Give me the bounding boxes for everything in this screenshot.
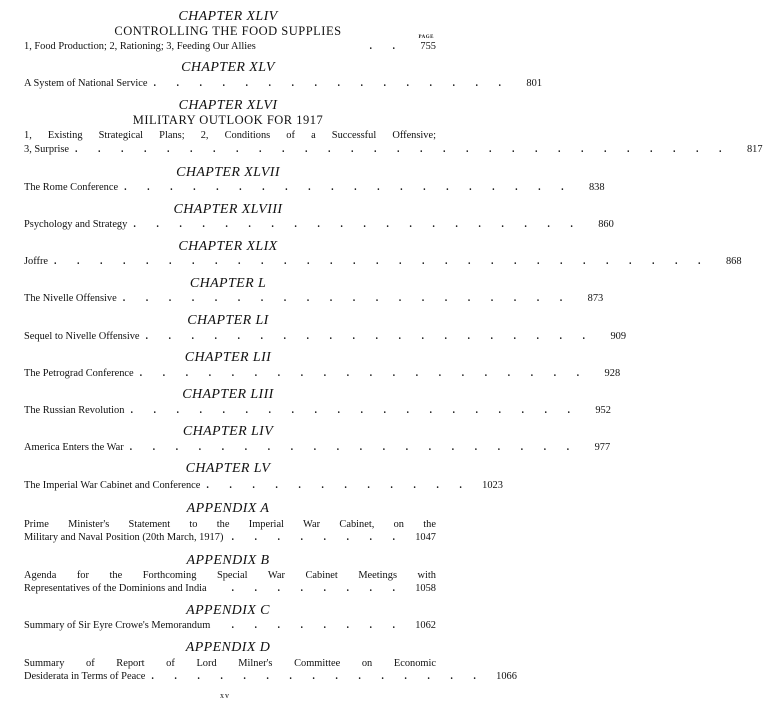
- leader-dots: . . . . . . . . . . . . . . . . . . . . . . . . . . . . .: [75, 144, 731, 155]
- leader-dots: . . . . . . . . . . . . . . . . . . . .: [122, 293, 572, 304]
- section-heading: APPENDIX C: [186, 603, 270, 618]
- leader-dots: . . . . . . . . . . . . . . . . . . . .: [130, 405, 579, 416]
- section-heading: CHAPTER LIV: [182, 424, 274, 439]
- entry-page-number: 817: [746, 144, 763, 155]
- toc-entry[interactable]: [24, 441, 611, 454]
- toc-entry[interactable]: [24, 255, 742, 268]
- leader-dots: . . . . . . . . . . . . . . . . . . . .: [145, 331, 595, 342]
- leader-dots: . . . . . . . .: [231, 583, 404, 594]
- leader-dots: . . . . . . . . . . . . . . .: [151, 671, 485, 682]
- entry-title: 3, Surprise: [24, 144, 70, 155]
- entry-page-number: 755: [420, 41, 436, 52]
- section-heading: CHAPTER XLVII: [176, 165, 280, 180]
- toc-entry[interactable]: [24, 670, 517, 683]
- leader-dots: . . . . . . . . . . . . . . . . . . . . . . . . . . . . .: [54, 256, 710, 267]
- section-heading: APPENDIX D: [185, 640, 271, 655]
- entry-page-number: 1058: [415, 583, 436, 594]
- section-heading: CHAPTER LIII: [182, 387, 274, 402]
- entry-page-number: 928: [604, 368, 621, 379]
- leader-dots: . . . . . . . . . . . . . . . . . . . .: [139, 368, 589, 379]
- entry-title: Psychology and Strategy: [24, 219, 128, 230]
- entry-title: Desiderata in Terms of Peace: [24, 671, 146, 682]
- entry-title-line: Prime Minister's Statement to the Imperial War Cabinet, on the: [24, 519, 436, 530]
- page-folio: xv: [220, 691, 230, 700]
- entry-title-line: Agenda for the Forthcoming Special War Cabinet Meetings with: [24, 570, 436, 581]
- section-subheading: CONTROLLING THE FOOD SUPPLIES: [114, 24, 342, 38]
- entry-title: Military and Naval Position (20th March, 1917): [24, 532, 224, 543]
- toc-entry[interactable]: [24, 181, 605, 194]
- entry-page-number: 1062: [415, 620, 436, 631]
- leader-dots: . . . . . . . . . . . .: [206, 480, 471, 491]
- entry-title: The Rome Conference: [24, 182, 119, 193]
- leader-dots: . . . . . . . . . . . . . . . .: [153, 78, 511, 89]
- entry-title: The Russian Revolution: [24, 405, 125, 416]
- section-heading: CHAPTER LV: [185, 461, 271, 476]
- entry-page-number: 860: [598, 219, 614, 230]
- entry-page-number: 1066: [496, 671, 517, 682]
- section-subheading: MILITARY OUTLOOK FOR 1917: [132, 113, 324, 127]
- section-heading: CHAPTER XLVI: [178, 98, 278, 113]
- section-heading: CHAPTER LI: [187, 313, 269, 328]
- leader-dots: . . . . . . . . . . . . . . . . . . . .: [129, 442, 579, 453]
- entry-page-number: 909: [610, 331, 627, 342]
- entry-page-number: 873: [587, 293, 604, 304]
- entry-page-number: 868: [725, 256, 742, 267]
- section-heading: CHAPTER LII: [184, 350, 272, 365]
- entry-title: 1, Food Production; 2, Rationing; 3, Feeding Our Allies: [24, 41, 256, 52]
- toc-entry[interactable]: [24, 619, 436, 632]
- toc-entry[interactable]: [24, 77, 543, 90]
- entry-title: Sequel to Nivelle Offensive: [24, 331, 140, 342]
- entry-title: Representatives of the Dominions and India: [24, 583, 207, 594]
- toc-entry[interactable]: [24, 218, 614, 231]
- entry-title: America Enters the War: [24, 442, 124, 453]
- entry-page-number: 1023: [482, 480, 503, 491]
- entry-page-number: 1047: [415, 532, 436, 543]
- entry-page-number: 952: [595, 405, 611, 416]
- section-heading: CHAPTER XLV: [181, 60, 275, 75]
- leader-dots: . . . . . . . . . . . . . . . . . . . .: [124, 182, 573, 193]
- toc-entry[interactable]: [24, 330, 627, 343]
- leader-dots: . .: [369, 41, 404, 52]
- toc-entry[interactable]: [24, 40, 436, 53]
- leader-dots: . . . . . . . .: [231, 532, 404, 543]
- entry-page-number: 801: [526, 78, 543, 89]
- section-heading: APPENDIX A: [186, 501, 270, 516]
- entry-title: The Petrograd Conference: [24, 368, 134, 379]
- entry-page-number: 977: [594, 442, 611, 453]
- toc-entry[interactable]: [24, 582, 436, 595]
- section-heading: CHAPTER XLIV: [178, 9, 278, 24]
- leader-dots: . . . . . . . .: [231, 620, 404, 631]
- entry-title-line: 1, Existing Strategical Plans; 2, Conditions of a Successful Offensive;: [24, 130, 436, 141]
- toc-entry[interactable]: [24, 404, 611, 417]
- toc-entry[interactable]: [24, 479, 503, 492]
- section-heading: CHAPTER L: [189, 276, 267, 291]
- entry-page-number: 838: [588, 182, 605, 193]
- toc-entry[interactable]: [24, 367, 621, 380]
- entry-title: Summary of Sir Eyre Crowe's Memorandum: [24, 620, 211, 631]
- toc-entry[interactable]: [24, 292, 604, 305]
- toc-entry[interactable]: [24, 531, 436, 544]
- section-heading: CHAPTER XLIX: [178, 239, 278, 254]
- leader-dots: . . . . . . . . . . . . . . . . . . . .: [133, 219, 582, 230]
- entry-title-line: Summary of Report of Lord Milner's Committee on Economic: [24, 658, 436, 669]
- section-heading: CHAPTER XLVIII: [173, 202, 283, 217]
- page-column-label: PAGE: [418, 35, 434, 40]
- toc-entry[interactable]: [24, 143, 763, 156]
- entry-title: Joffre: [24, 256, 49, 267]
- entry-title: The Imperial War Cabinet and Conference: [24, 480, 201, 491]
- entry-title: A System of National Service: [24, 78, 148, 89]
- entry-title: The Nivelle Offensive: [24, 293, 117, 304]
- section-heading: APPENDIX B: [186, 553, 270, 568]
